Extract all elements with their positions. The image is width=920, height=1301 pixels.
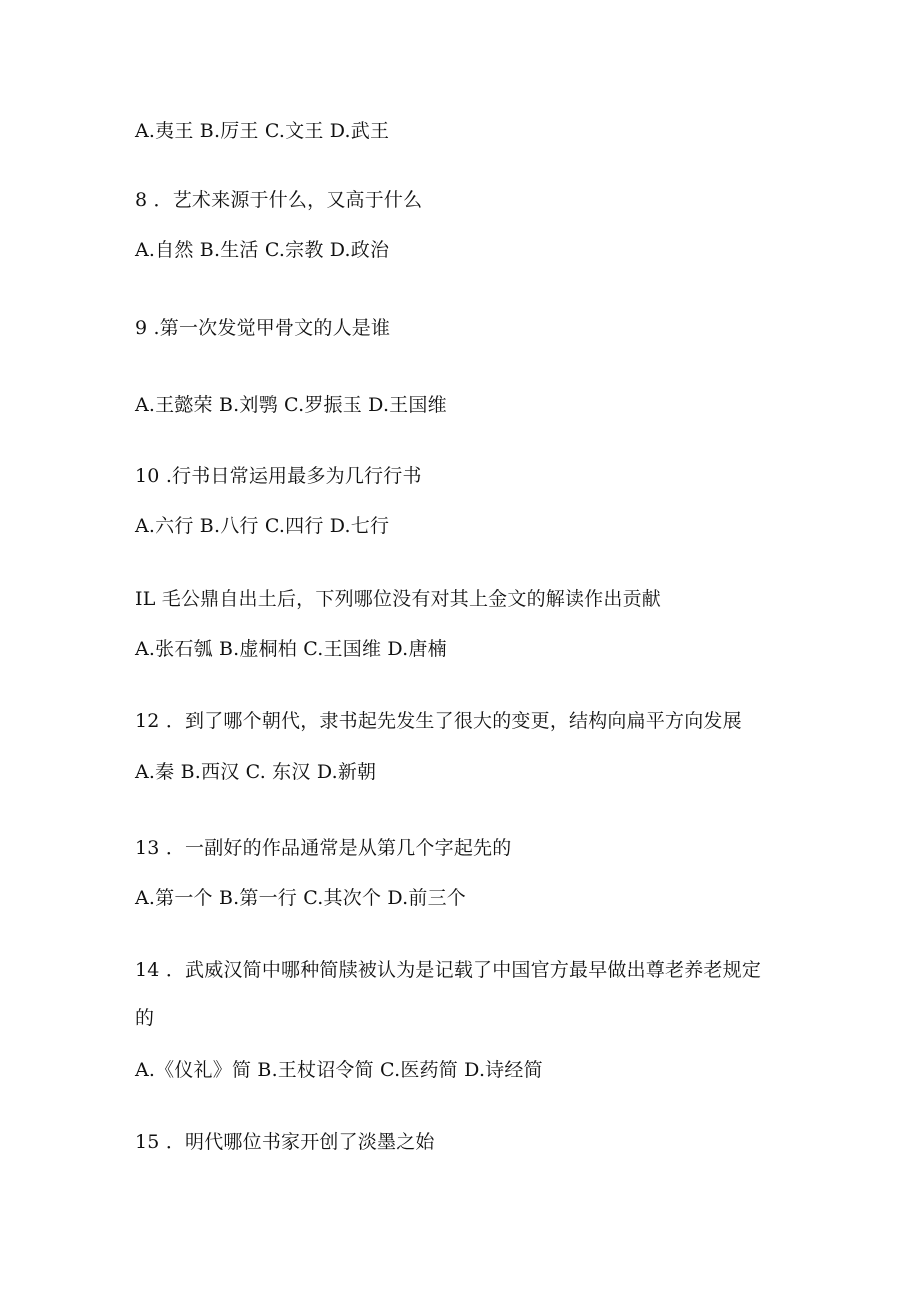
question-8: 8 ．艺术来源于什么，又高于什么 <box>135 189 423 211</box>
options-q14: A.《仪礼》简 B.王杖诏令简 C.医药简 D.诗经简 <box>135 1059 543 1081</box>
options-q10: A.六行 B.八行 C.四行 D.七行 <box>135 515 390 537</box>
question-12: 12 ．到了哪个朝代，隶书起先发生了很大的变更，结构向扁平方向发展 <box>135 710 742 732</box>
options-q8: A.自然 B.生活 C.宗教 D.政治 <box>135 239 390 261</box>
question-11: IL 毛公鼎自出土后，下列哪位没有对其上金文的解读作出贡献 <box>135 588 661 610</box>
question-10: 10 .行书日常运用最多为几行行书 <box>135 465 422 487</box>
options-q11: A.张石瓠 B.虚桐柏 C.王国维 D.唐楠 <box>135 638 447 660</box>
question-9: 9 .第一次发觉甲骨文的人是谁 <box>135 317 391 339</box>
options-q9: A.王懿荣 B.刘鹗 C.罗振玉 D.王国维 <box>135 394 447 416</box>
options-q7: A.夷王 B.厉王 C.文王 D.武王 <box>135 120 390 142</box>
question-15: 15 ．明代哪位书家开创了淡墨之始 <box>135 1131 435 1153</box>
question-13: 13 ．一副好的作品通常是从第几个字起先的 <box>135 837 512 859</box>
question-14: 14 ．武威汉简中哪种简牍被认为是记载了中国官方最早做出尊老养老规定的 <box>135 959 762 1029</box>
options-q12: A.秦 B.西汉 C. 东汉 D.新朝 <box>135 761 377 783</box>
options-q13: A.第一个 B.第一行 C.其次个 D.前三个 <box>135 887 466 909</box>
